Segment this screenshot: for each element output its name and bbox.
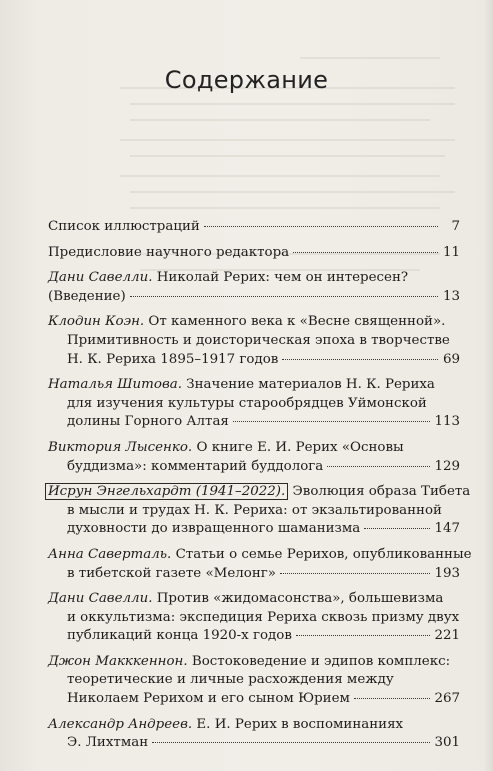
toc-entry [48, 546, 472, 583]
entry-author-highlighted: Исрун Энгельхардт (1941–2022). [45, 483, 288, 500]
entry-title-line: в мысли и трудах Н. К. Рериха: от экзальтированной [67, 502, 442, 518]
entry-title-line: теоретические и личные расхождения между [67, 672, 394, 688]
page-edge-shadow [483, 0, 493, 771]
dot-leader [354, 698, 431, 699]
entry-author: Клодин Коэн. [48, 314, 145, 330]
toc-entry [48, 313, 460, 369]
toc-entry [48, 483, 471, 539]
dot-leader [152, 742, 430, 743]
entry-title-line: и оккультизма: экспедиция Рериха сквозь призму двух [67, 609, 460, 625]
toc-entry [48, 439, 460, 476]
page-number: 147 [434, 521, 460, 537]
dot-leader [293, 252, 438, 253]
entry-title-line: О книге Е. И. Рерих «Основы [196, 439, 404, 455]
page-number: 113 [434, 414, 460, 430]
dot-leader [282, 359, 438, 360]
dot-leader [204, 226, 438, 227]
dot-leader [130, 296, 438, 297]
dot-leader [233, 421, 431, 422]
entry-title-line: Е. И. Рерих в воспоминаниях [196, 716, 404, 732]
entry-title-line: Список иллюстраций [48, 219, 200, 234]
entry-title-line: Э. Лихтман [67, 735, 149, 751]
entry-title-line: (Введение) [48, 288, 126, 304]
page-title: Содержание [164, 66, 329, 94]
page-number: 129 [434, 458, 460, 474]
entry-author: Наталья Шитова. [48, 377, 182, 393]
page-number: 7 [451, 219, 460, 234]
dot-leader [364, 528, 430, 529]
entry-title-line: Статьи о семье Рерихов, опубликованные [175, 546, 472, 562]
entry-title-line: буддизма»: комментарий буддолога [67, 458, 324, 474]
entry-title-line: публикаций конца 1920-х годов [67, 628, 292, 644]
page-number: 301 [434, 735, 460, 751]
toc-entry [48, 590, 460, 646]
entry-title-line: Примитивность и доисторическая эпоха в творчестве [67, 332, 450, 348]
toc-entry [48, 653, 460, 709]
dot-leader [327, 466, 430, 467]
entry-author: Джон Макккеннон. [48, 653, 188, 669]
page-number: 193 [434, 565, 460, 581]
entry-title-line: Н. К. Рериха 1895–1917 годов [67, 351, 279, 367]
dot-leader [296, 635, 431, 636]
entry-title-line: Востоковедение и эдипов комплекс: [191, 653, 451, 669]
toc-entry [48, 269, 460, 306]
entry-author: Дани Савелли. [48, 591, 153, 607]
entry-author: Виктория Лысенко. [48, 439, 193, 455]
entry-title-line: Против «жидомасонства», большевизма [156, 591, 444, 607]
entry-title-line: для изучения культуры старообрядцев Уймонской [67, 395, 427, 411]
table-of-contents [48, 218, 472, 760]
entry-author: Дани Савелли. [48, 270, 153, 286]
toc-entry [48, 376, 460, 432]
entry-title-line: От каменного века к «Весне священной». [148, 314, 446, 330]
entry-title-line: Николай Рерих: чем он интересен? [156, 270, 409, 286]
page-number: 69 [442, 351, 460, 367]
toc-entry [48, 716, 460, 753]
entry-title-line: Значение материалов Н. К. Рериха [186, 377, 435, 393]
dot-leader [280, 573, 430, 574]
page-number: 13 [442, 288, 460, 304]
entry-title-line: долины Горного Алтая [67, 414, 229, 430]
entry-author: Анна Саверталь. [48, 546, 172, 562]
entry-title-line: Николаем Рерихом и его сыном Юрием [67, 691, 350, 707]
toc-entry [48, 244, 460, 263]
entry-title-line: духовности до извращенного шаманизма [67, 521, 361, 537]
entry-author: Александр Андреев. [48, 716, 193, 732]
page-number: 11 [442, 244, 460, 260]
entry-title-line: Эволюция образа Тибета [292, 484, 471, 500]
toc-entry [48, 218, 460, 237]
page-number: 221 [434, 628, 460, 644]
page-number: 267 [434, 691, 460, 707]
entry-title-line: в тибетской газете «Мелонг» [67, 565, 276, 581]
entry-title-line: Предисловие научного редактора [48, 244, 290, 260]
